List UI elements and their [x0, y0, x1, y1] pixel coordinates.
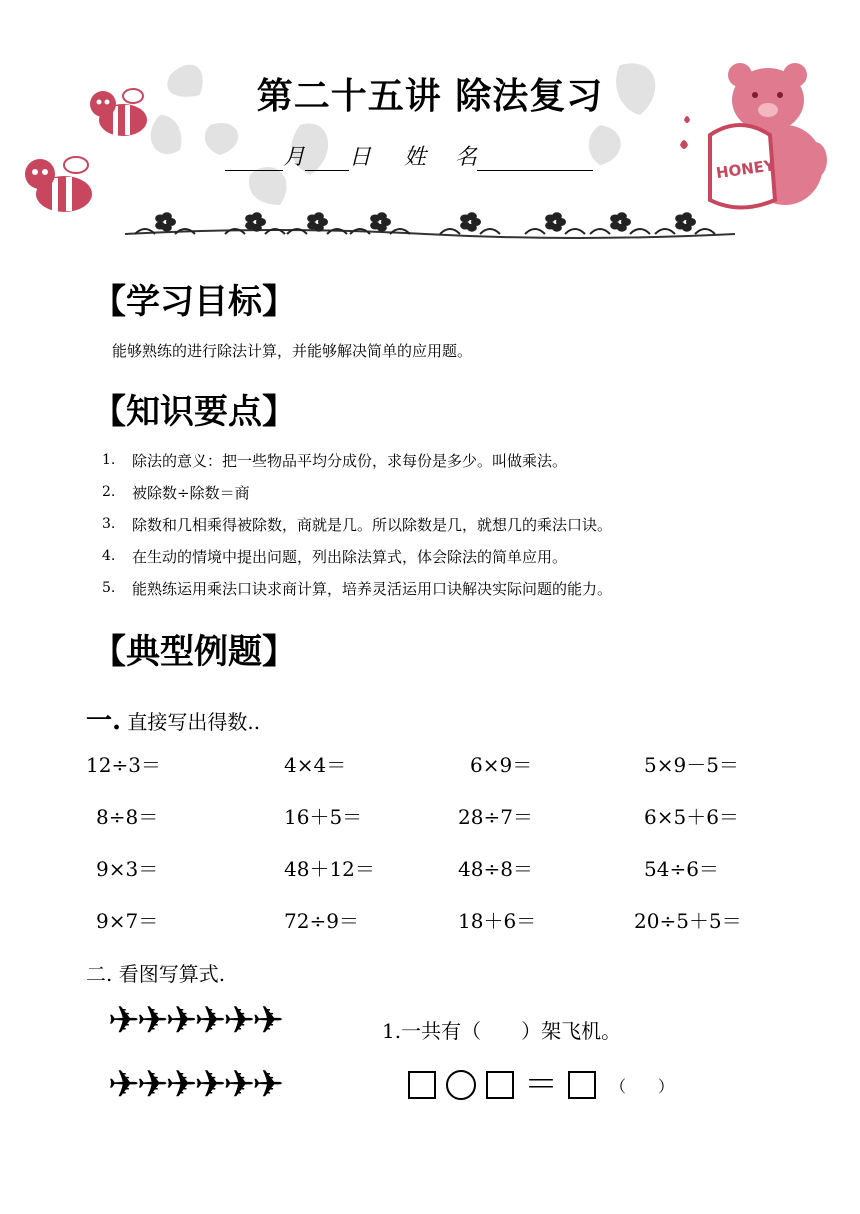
list-item-number: 3.: [102, 516, 116, 532]
problem-item: 72÷9＝: [284, 909, 359, 933]
equation-row: [408, 1065, 675, 1105]
month-blank: [225, 148, 283, 171]
month-label: 月: [283, 145, 306, 170]
date-name-line: [225, 140, 593, 171]
answer-box[interactable]: [408, 1071, 436, 1099]
examples-heading: 【典型例题】: [92, 632, 296, 672]
list-item: 在生动的情境中提出问题，列出除法算式，体会除法的简单应用。: [132, 548, 568, 566]
problem-item: 9×7＝: [96, 909, 159, 933]
question-1: 1.一共有（ ）架飞机。: [382, 1019, 622, 1043]
part1-text: 直接写出得数..: [127, 710, 261, 734]
goals-heading: 【学习目标】: [92, 282, 296, 322]
vine-flower-icon: [525, 212, 585, 234]
list-item-number: 1.: [102, 452, 116, 468]
list-item-number: 2.: [102, 484, 116, 500]
goals-text: 能够熟练的进行除法计算，并能够解决简单的应用题。: [112, 342, 473, 360]
problem-item: 5×9－5＝: [644, 753, 739, 777]
problem-item: 6×9＝: [470, 753, 533, 777]
part1-number: 一.: [86, 706, 122, 736]
name-label: 姓 名: [404, 145, 478, 170]
name-blank: [477, 148, 593, 171]
problem-item: 54÷6＝: [644, 857, 719, 881]
list-item: 能熟练运用乘法口诀求商计算，培养灵活运用口诀解决实际问题的能力。: [132, 580, 613, 598]
airplane-icon-row: ✈✈✈✈✈✈: [108, 1062, 282, 1106]
points-heading: 【知识要点】: [92, 392, 296, 432]
part1-heading: [86, 700, 260, 737]
problem-item: 6×5＋6＝: [644, 805, 739, 829]
bee-icon: [20, 150, 100, 229]
part2-heading: 二. 看图写算式.: [86, 962, 226, 986]
list-item: 被除数÷除数＝商: [132, 484, 250, 502]
problem-item: 28÷7＝: [458, 805, 533, 829]
problem-item: 9×3＝: [96, 857, 159, 881]
answer-box[interactable]: [486, 1071, 514, 1099]
problem-item: 16＋5＝: [284, 805, 363, 829]
day-blank: [305, 148, 349, 171]
equals-sign: ＝: [524, 1065, 558, 1105]
vine-flower-icon: [590, 212, 650, 234]
list-item-number: 5.: [102, 580, 116, 596]
problem-item: 18＋6＝: [458, 909, 537, 933]
problem-item: 20÷5＋5＝: [634, 909, 742, 933]
airplane-icon-row: ✈✈✈✈✈✈: [108, 998, 282, 1042]
problem-item: 4×4＝: [284, 753, 347, 777]
list-item-number: 4.: [102, 548, 116, 564]
unit-paren[interactable]: （ ）: [610, 1076, 675, 1096]
list-item: 除数和几相乘得被除数，商就是几。所以除数是几，就想几的乘法口诀。: [132, 516, 613, 534]
vine-flower-icon: [440, 212, 500, 234]
problem-item: 48÷8＝: [458, 857, 533, 881]
problem-item: 8÷8＝: [96, 805, 159, 829]
day-label: 日: [349, 145, 372, 170]
flower-vine-border: [125, 208, 735, 240]
problem-item: 48＋12＝: [284, 857, 375, 881]
list-item: 除法的意义：把一些物品平均分成份，求每份是多少。叫做乘法。: [132, 452, 568, 470]
honey-label: HONEY: [714, 156, 776, 183]
problem-item: 12÷3＝: [86, 753, 161, 777]
operator-circle[interactable]: [446, 1070, 476, 1100]
page-title: 第二十五讲 除法复习: [256, 76, 604, 117]
answer-box[interactable]: [568, 1071, 596, 1099]
vine-flower-icon: [655, 212, 715, 234]
